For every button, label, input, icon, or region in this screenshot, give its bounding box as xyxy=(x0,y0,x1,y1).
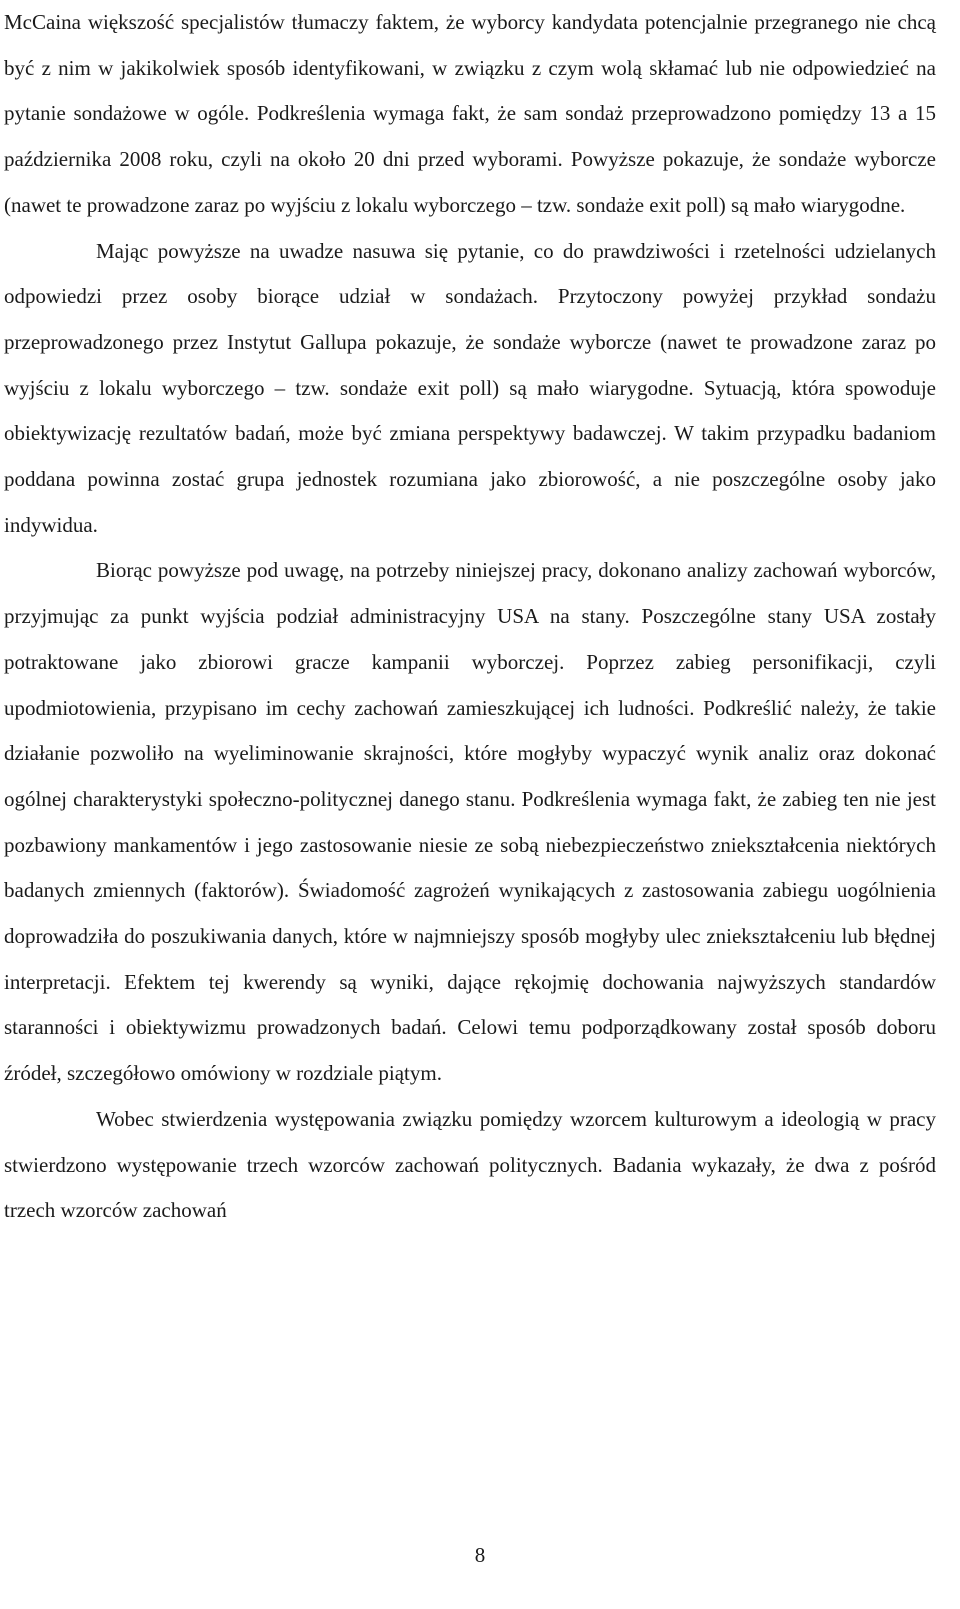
paragraph-4: Wobec stwierdzenia występowania związku pomiędzy wzorcem kulturowym a ideologią w pracy stwierdzono występowanie trzech wzorców zachowań politycznych. Badania wykazały, że dwa z pośród trzech wzorców zachowań xyxy=(4,1106,936,1223)
page-number: 8 xyxy=(474,1543,486,1567)
document-page xyxy=(4,0,936,1234)
paragraph-3: Biorąc powyższe pod uwagę, na potrzeby niniejszej pracy, dokonano analizy zachowań wyborców, przyjmując za punkt wyjścia podział administracyjny USA na stany. Poszczególne stany USA zostały potraktowane jako zbiorowi gracze kampanii wyborczej. Poprzez zabieg personifikacji, czyli upodmiotowienia, przypisano im cechy zachowań zamieszkującej ich ludności. Podkreślić należy, że takie działanie pozwoliło na wyeliminowanie skrajności, które mogłyby wypaczyć wynik analiz oraz dokonać ogólnej charakterystyki społeczno-politycznej danego stanu. Podkreślenia wymaga fakt, że zabieg ten nie jest pozbawiony mankamentów i jego zastosowanie niesie ze sobą niebezpieczeństwo zniekształcenia niektórych badanych zmiennych (faktorów). Świadomość zagrożeń wynikających z zastosowania zabiegu uogólnienia doprowadziła do poszukiwania danych, które w najmniejszy sposób mogłyby ulec zniekształceniu lub błędnej interpretacji. Efektem tej kwerendy są wyniki, dające rękojmię dochowania najwyższych standardów staranności i obiektywizmu prowadzonych badań. Celowi temu podporządkowany został sposób doboru źródeł, szczegółowo omówiony w rozdziale piątym. xyxy=(4,558,936,1086)
paragraph-1: McCaina większość specjalistów tłumaczy faktem, że wyborcy kandydata potencjalnie przegranego nie chcą być z nim w jakikolwiek sposób identyfikowani, w związku z czym wolą skłamać lub nie odpowiedzieć na pytanie sondażowe w ogóle. Podkreślenia wymaga fakt, że sam sondaż przeprowadzono pomiędzy 13 a 15 października 2008 roku, czyli na około 20 dni przed wyborami. Powyższe pokazuje, że sondaże wyborcze (nawet te prowadzone zaraz po wyjściu z lokalu wyborczego – tzw. sondaże exit poll) są mało wiarygodne. xyxy=(4,10,936,217)
paragraph-2: Mając powyższe na uwadze nasuwa się pytanie, co do prawdziwości i rzetelności udzielanych odpowiedzi przez osoby biorące udział w sondażach. Przytoczony powyżej przykład sondażu przeprowadzonego przez Instytut Gallupa pokazuje, że sondaże wyborcze (nawet te prowadzone zaraz po wyjściu z lokalu wyborczego – tzw. sondaże exit poll) są mało wiarygodne. Sytuacją, która spowoduje obiektywizację rezultatów badań, może być zmiana perspektywy badawczej. W takim przypadku badaniom poddana powinna zostać grupa jednostek rozumiana jako zbiorowość, a nie poszczególne osoby jako indywidua. xyxy=(4,238,936,537)
